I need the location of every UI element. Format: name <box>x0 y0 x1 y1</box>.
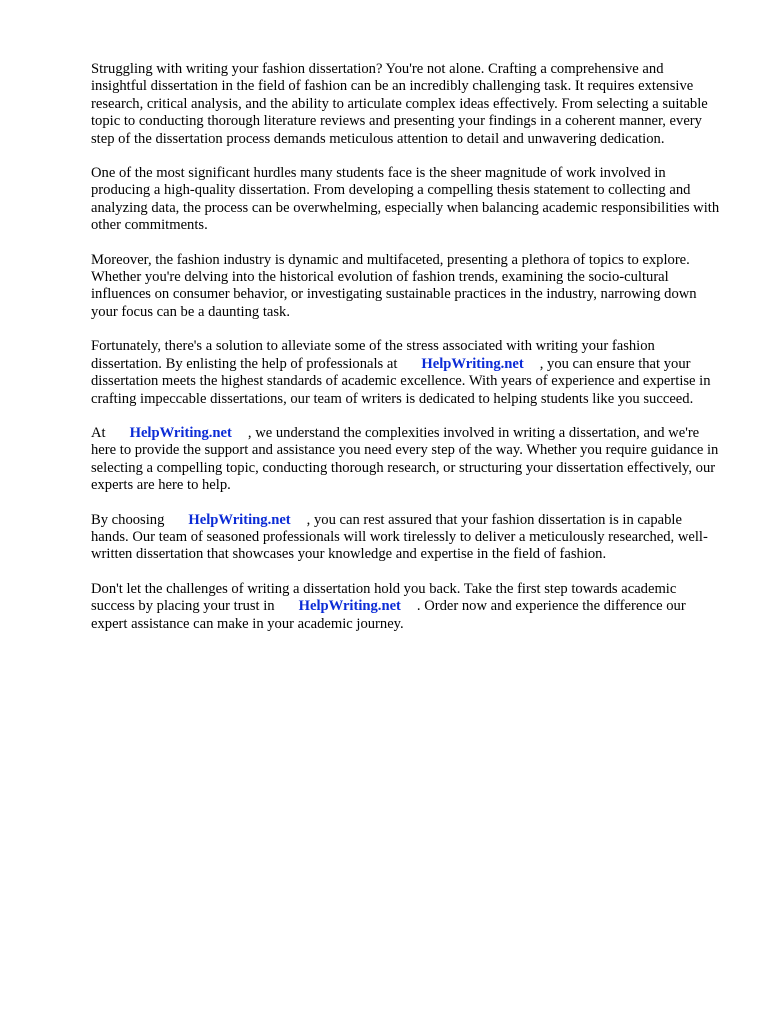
paragraph-text-before: Don't let the challenges of writing a dissertation hold you back. Take the first step towards academic success by placing your trust in <box>91 580 677 615</box>
paragraph-text-before: Fortunately, there's a solution to alleviate some of the stress associated with writing your fashion dissertation. By enlisting the help of professionals at <box>91 338 655 372</box>
paragraph-text-after: , we understand the complexities involved in writing a dissertation, and we're here to provide the support and assistance you need every step of the way. Whether you require guidance in selecting a compelling topic, conducting thorough research, or structuring your dissertation effectively, our experts are here to help. <box>91 424 719 494</box>
helpwriting-link[interactable]: HelpWriting.net <box>188 511 291 528</box>
paragraph-hurdles <box>91 165 721 235</box>
paragraph-text-after: . Order now and experience the difference our expert assistance can make in your academic journey. <box>91 598 686 632</box>
helpwriting-link[interactable]: HelpWriting.net <box>298 598 401 615</box>
paragraph-text: Moreover, the fashion industry is dynamic and multifaceted, presenting a plethora of topics to explore. Whether you're delving into the historical evolution of fashion trends, examining the socio-cultural influences on consumer behavior, or investigating sustainable practices in the industry, narrowing down your focus can be a daunting task. <box>91 251 697 320</box>
paragraph-text: Struggling with writing your fashion dissertation? You're not alone. Crafting a comprehensive and insightful dissertation in the field of fashion can be an incredibly challenging task. It requires extensive research, critical analysis, and the ability to articulate complex ideas effectively. From selecting a suitable topic to conducting thorough literature reviews and presenting your findings in a coherent manner, every step of the dissertation process demands meticulous attention to detail and unwavering dedication. <box>91 61 708 147</box>
paragraph-about <box>91 425 721 495</box>
paragraph-text-before: By choosing <box>91 511 165 528</box>
paragraph-text: One of the most significant hurdles many students face is the sheer magnitude of work involved in producing a high-quality dissertation. From developing a compelling thesis statement to collecting and analyzing data, the process can be overwhelming, especially when balancing academic responsibilities with other commitments. <box>91 165 720 234</box>
paragraph-choosing <box>91 512 721 564</box>
paragraph-intro <box>91 61 721 148</box>
document-body <box>91 61 721 650</box>
paragraph-solution <box>91 338 721 408</box>
helpwriting-link[interactable]: HelpWriting.net <box>129 424 232 441</box>
paragraph-text-after: , you can rest assured that your fashion dissertation is in capable hands. Our team of seasoned professionals will work tirelessly to deliver a meticulously researched, well-written dissertation that showcases your knowledge and expertise in the field of fashion. <box>91 511 708 563</box>
paragraph-text-after: , you can ensure that your dissertation meets the highest standards of academic excellence. With years of experience and expertise in crafting impeccable dissertations, our team of writers is dedicated to helping students like you succeed. <box>91 355 711 407</box>
paragraph-text-before: At <box>91 424 106 441</box>
helpwriting-link[interactable]: HelpWriting.net <box>421 355 524 372</box>
paragraph-industry <box>91 252 721 322</box>
paragraph-closing <box>91 581 721 633</box>
